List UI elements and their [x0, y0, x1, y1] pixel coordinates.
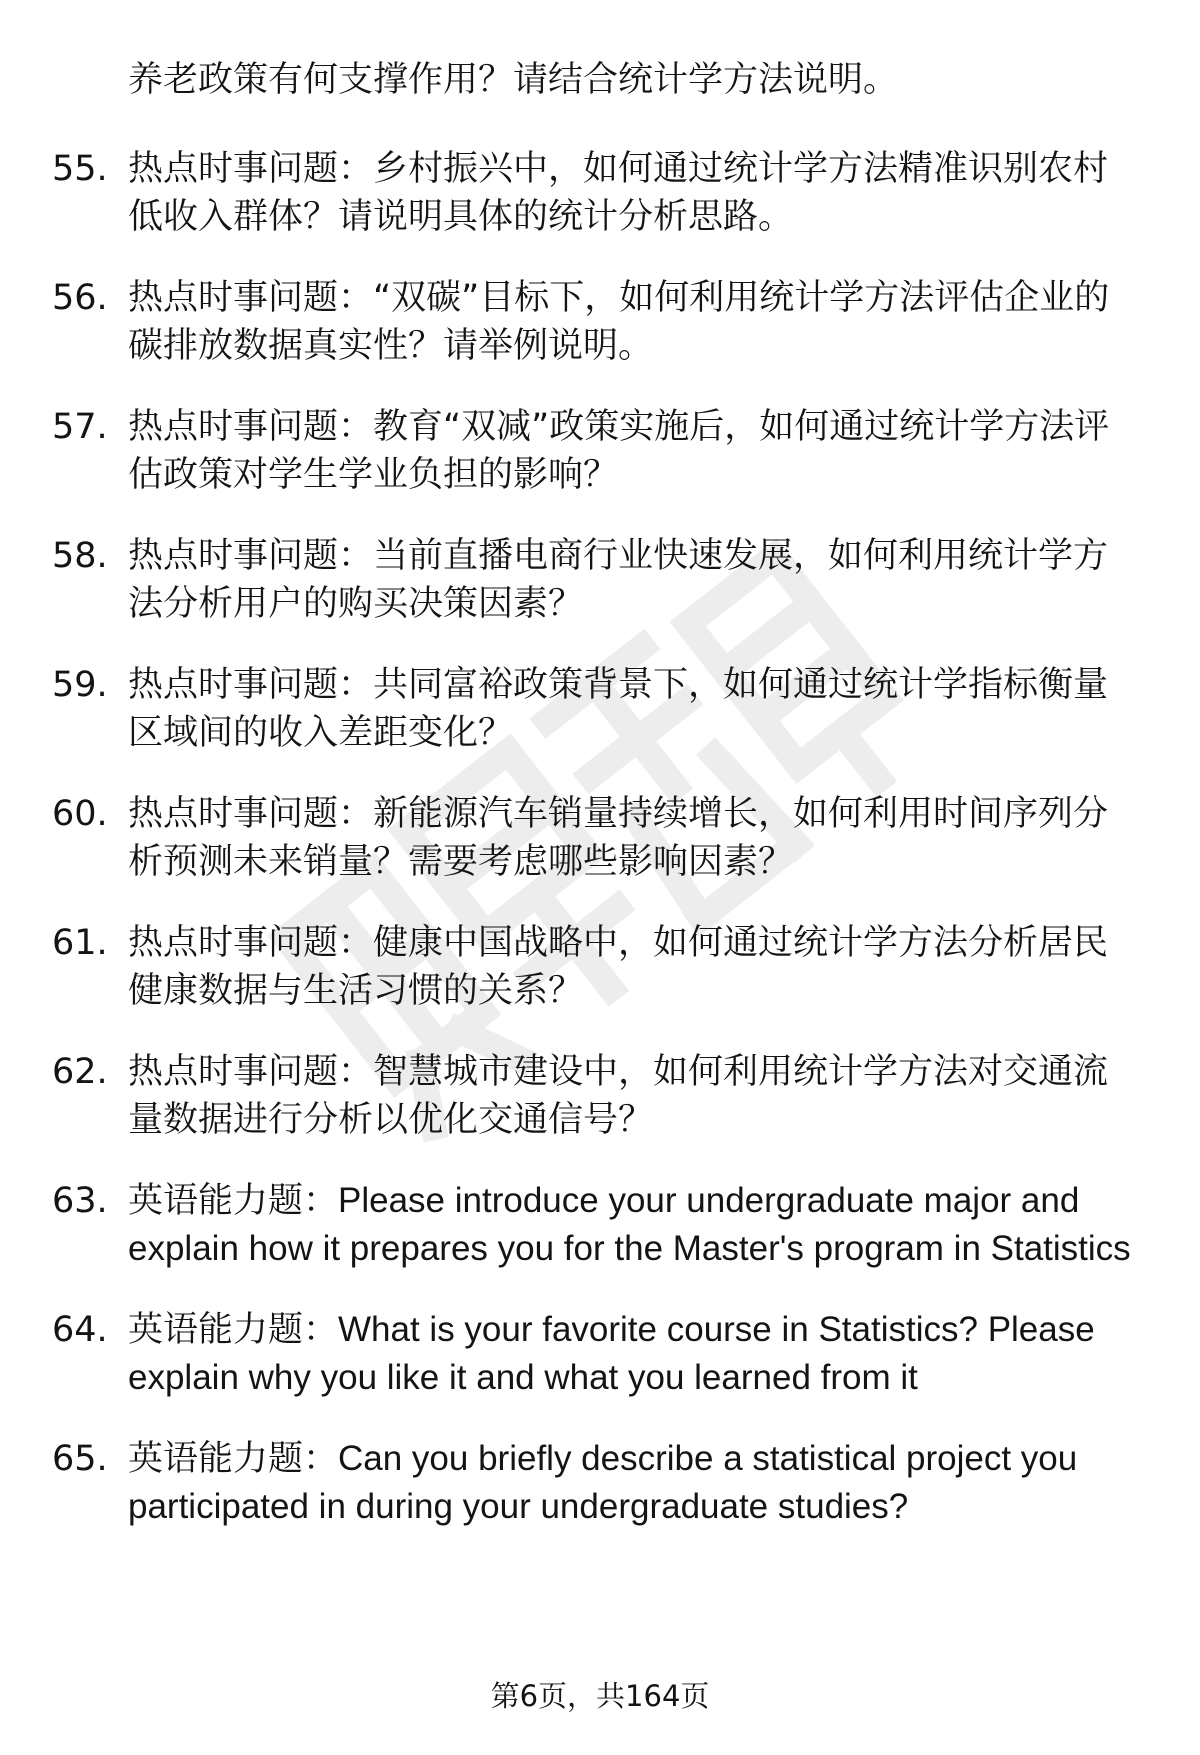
continued-question-text: 养老政策有何支撑作用？请结合统计学方法说明。: [128, 60, 899, 100]
question-text: 热点时事问题：智慧城市建设中，如何利用统计学方法对交通流量数据进行分析以优化交通信号？: [128, 1052, 1109, 1140]
list-item: [0, 1435, 1200, 1531]
list-item: [0, 403, 1200, 499]
list-item: [0, 274, 1200, 370]
question-number: 55.: [52, 149, 108, 189]
question-number: 60.: [52, 794, 108, 834]
list-item: [0, 532, 1200, 628]
question-text: 热点时事问题：教育“双减”政策实施后，如何通过统计学方法评估政策对学生学业负担的影响？: [128, 407, 1110, 495]
list-item: [0, 919, 1200, 1015]
page-number-footer: 第6页，共164页: [490, 1679, 710, 1713]
question-text: 热点时事问题：乡村振兴中，如何通过统计学方法精准识别农村低收入群体？请说明具体的统计分析思路。: [128, 149, 1109, 237]
list-item: [0, 790, 1200, 886]
question-text: 热点时事问题：共同富裕政策背景下，如何通过统计学指标衡量区域间的收入差距变化？: [128, 665, 1109, 753]
question-list: [0, 145, 1200, 1564]
list-item: [0, 145, 1200, 241]
question-number: 64.: [52, 1310, 108, 1350]
question-number: 59.: [52, 665, 108, 705]
question-text: 热点时事问题：健康中国战略中，如何通过统计学方法分析居民健康数据与生活习惯的关系？: [128, 923, 1109, 1011]
question-text: 热点时事问题：当前直播电商行业快速发展，如何利用统计学方法分析用户的购买决策因素？: [128, 536, 1109, 624]
question-text: 英语能力题：Please introduce your undergraduate major and explain how it prepares you for the Master's program in Statistics: [128, 1181, 1131, 1268]
question-text: 热点时事问题：新能源汽车销量持续增长，如何利用时间序列分析预测未来销量？需要考虑哪些影响因素？: [128, 794, 1109, 882]
list-item: [0, 1306, 1200, 1402]
question-text: 英语能力题：Can you briefly describe a statistical project you participated in during your undergraduate studies?: [128, 1439, 1078, 1526]
question-number: 58.: [52, 536, 108, 576]
question-text: 热点时事问题：“双碳”目标下，如何利用统计学方法评估企业的碳排放数据真实性？请举例说明。: [128, 278, 1110, 366]
question-number: 56.: [52, 278, 108, 318]
list-item: [0, 1177, 1200, 1273]
question-number: 57.: [52, 407, 108, 447]
question-number: 65.: [52, 1439, 108, 1479]
question-number: 62.: [52, 1052, 108, 1092]
list-item: [0, 661, 1200, 757]
question-number: 61.: [52, 923, 108, 963]
question-number: 63.: [52, 1181, 108, 1221]
list-item: [0, 1048, 1200, 1144]
question-text: 英语能力题：What is your favorite course in Statistics? Please explain why you like it and what you learned from it: [128, 1310, 1095, 1397]
